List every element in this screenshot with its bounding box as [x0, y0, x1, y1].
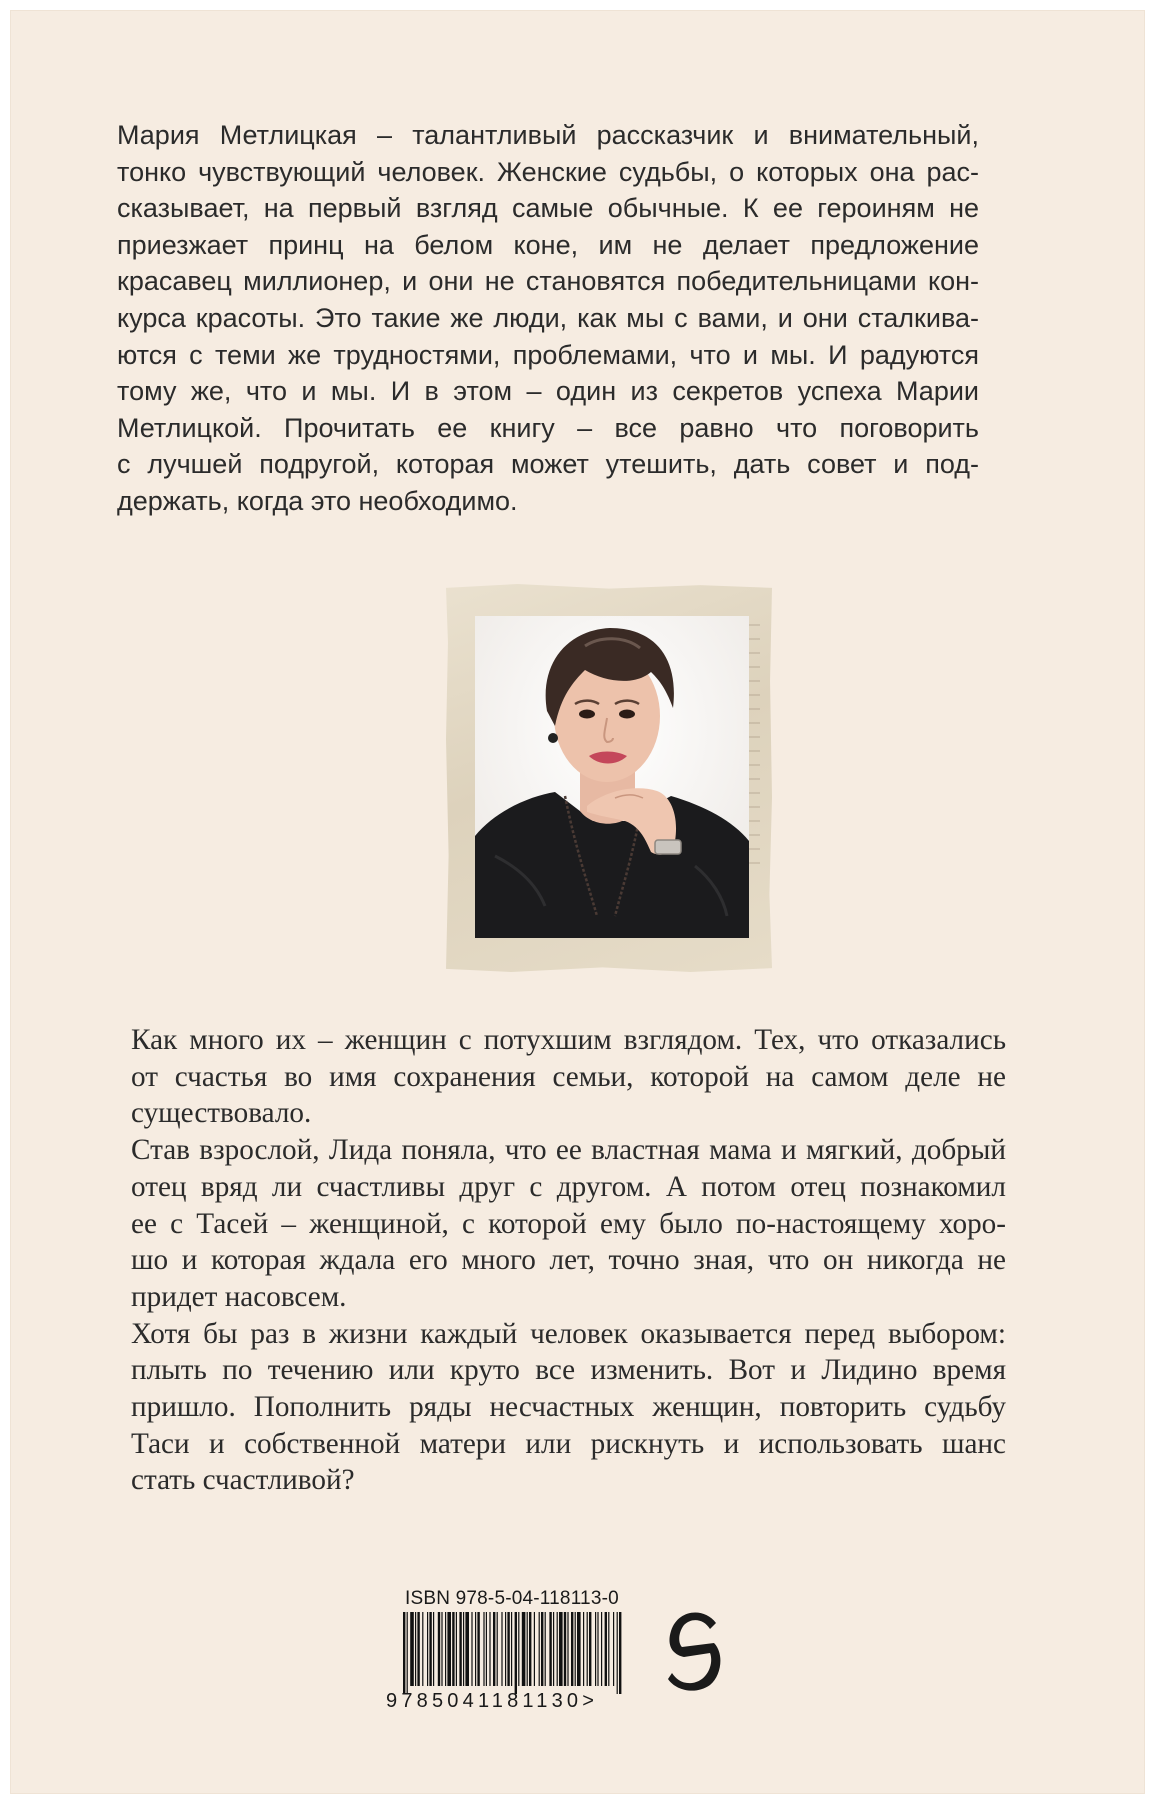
blurb-line: приезжает принц на белом коне, им не делает предложение — [117, 229, 979, 260]
barcode-bar — [477, 1612, 479, 1686]
isbn-label: ISBN 978-5-04-118113-0 — [405, 1588, 619, 1609]
barcode-bar — [422, 1612, 423, 1686]
barcode-bar — [417, 1612, 419, 1686]
barcode-bar — [601, 1612, 602, 1686]
summary-line: Став взрослой, Лида поняла, что ее властная мама и мягкий, добрый — [131, 1134, 1006, 1167]
summary-paragraph — [131, 1022, 1006, 1132]
barcode-bar — [507, 1612, 509, 1686]
author-photo — [475, 616, 749, 938]
barcode-bar — [441, 1612, 442, 1686]
barcode-bar — [587, 1612, 588, 1686]
back-cover — [10, 10, 1145, 1794]
barcode-bar — [427, 1612, 428, 1686]
barcode-bar — [447, 1612, 451, 1686]
barcode-bar — [589, 1612, 591, 1686]
barcode-bar — [534, 1612, 535, 1686]
barcode-bar — [567, 1612, 568, 1686]
barcode-bar — [445, 1612, 446, 1686]
barcode-bar — [511, 1612, 512, 1686]
summary-paragraph — [131, 1132, 1006, 1316]
barcode-bar — [489, 1612, 490, 1686]
summary-line: придет насовсем. — [131, 1280, 347, 1313]
barcode-bar — [575, 1612, 576, 1686]
barcode-bar — [597, 1612, 598, 1686]
barcode-bar — [415, 1612, 416, 1686]
summary-line: пришло. Пополнить ряды несчастных женщин, повторить судьбу — [131, 1391, 1006, 1424]
barcode-bar — [553, 1612, 554, 1686]
barcode-bar — [471, 1612, 472, 1686]
summary-line: Таси и собственной матери или рискнуть и использовать шанс — [131, 1427, 1006, 1460]
barcode-bar — [475, 1612, 476, 1686]
barcode-bar — [505, 1612, 506, 1686]
blurb-line: тому же, что и мы. И в этом – один из секретов успеха Марии — [117, 376, 979, 407]
barcode-bar — [605, 1612, 607, 1686]
blurb-line: ются с теми же трудностями, проблемами, что и мы. И радуются — [117, 339, 979, 370]
barcode-bar — [583, 1612, 584, 1686]
summary-line: Как много их – женщин с потухшим взглядом. Тех, что отказались — [131, 1024, 1006, 1056]
barcode-bar — [403, 1612, 405, 1694]
barcode-bar — [595, 1612, 596, 1686]
barcode-bar — [539, 1612, 540, 1686]
barcode-bar — [459, 1612, 461, 1686]
barcode-bar — [571, 1612, 573, 1686]
barcode-bar — [545, 1612, 546, 1686]
summary-line: стать счастливой? — [131, 1464, 355, 1497]
barcode-bar — [518, 1612, 519, 1686]
blurb-line: тонко чувствующий человек. Женские судьбы, о которых она рас- — [117, 156, 979, 187]
barcode-bar — [619, 1612, 621, 1694]
barcode-bar — [410, 1612, 414, 1686]
author-blurb — [117, 117, 979, 520]
barcode-bar — [577, 1612, 581, 1686]
blurb-line: с лучшей подругой, которая может утешить, дать совет и под- — [117, 449, 979, 480]
barcode-bar — [515, 1612, 517, 1694]
summary-line: Хотя бы раз в жизни каждый человек оказывается перед выбором: — [131, 1317, 1006, 1350]
barcode-bar — [549, 1612, 551, 1686]
summary-line: существовало. — [131, 1097, 312, 1130]
blurb-line: курса красоты. Это такие же люди, как мы с вами, и они сталкива- — [117, 302, 979, 333]
barcode-bar — [527, 1612, 528, 1686]
summary-paragraph — [131, 1316, 1006, 1500]
barcode-bar — [407, 1612, 408, 1694]
summary-line: отец вряд ли счастливы друг с другом. А потом отец познакомил — [131, 1170, 1006, 1203]
summary-line: ее с Тасей – женщиной, с которой ему было по-настоящему хоро- — [131, 1207, 1006, 1240]
blurb-line: держать, когда это необходимо. — [117, 485, 518, 516]
barcode-bar — [456, 1612, 457, 1686]
barcode — [403, 1612, 623, 1694]
publisher-logo-icon — [664, 1603, 722, 1695]
barcode-bar — [617, 1612, 618, 1694]
barcode-bar — [465, 1612, 469, 1686]
summary-line: шо и которая ждала его много лет, точно зная, что он никогда не — [131, 1244, 1006, 1277]
barcode-bar — [486, 1612, 487, 1686]
barcode-bar — [522, 1612, 526, 1686]
barcode-bar — [497, 1612, 498, 1686]
barcode-bar — [493, 1612, 495, 1686]
book-summary — [131, 1022, 1006, 1499]
barcode-bar — [452, 1612, 454, 1686]
barcode-bar — [529, 1612, 531, 1686]
barcode-bar — [613, 1612, 614, 1686]
blurb-line: красавец миллионер, и они не становятся победительницами кон- — [117, 266, 979, 297]
barcode-bar — [438, 1612, 440, 1686]
barcode-bar — [559, 1612, 563, 1686]
barcode-bar — [541, 1612, 543, 1686]
author-portrait-illustration — [475, 616, 749, 938]
summary-line: плыть по течению или круто все изменить. Вот и Лидино время — [131, 1354, 1006, 1387]
barcode-bar — [463, 1612, 464, 1686]
blurb-line: сказывает, на первый взгляд самые обычные. К ее героиням не — [117, 193, 979, 224]
barcode-bar — [557, 1612, 558, 1686]
barcode-digits: 9785041181130> — [386, 1690, 599, 1712]
barcode-bar — [501, 1612, 502, 1686]
barcode-bar — [429, 1612, 431, 1686]
summary-line: от счастья во имя сохранения семьи, которой на самом деле не — [131, 1060, 1006, 1093]
barcode-bar — [564, 1612, 566, 1686]
blurb-line: Мария Метлицкая – талантливый рассказчик и внимательный, — [117, 120, 979, 150]
blurb-line: Метлицкой. Прочитать ее книгу – все равно что поговорить — [117, 412, 979, 443]
barcode-bar — [483, 1612, 484, 1686]
barcode-bar — [608, 1612, 609, 1686]
barcode-bar — [433, 1612, 434, 1686]
